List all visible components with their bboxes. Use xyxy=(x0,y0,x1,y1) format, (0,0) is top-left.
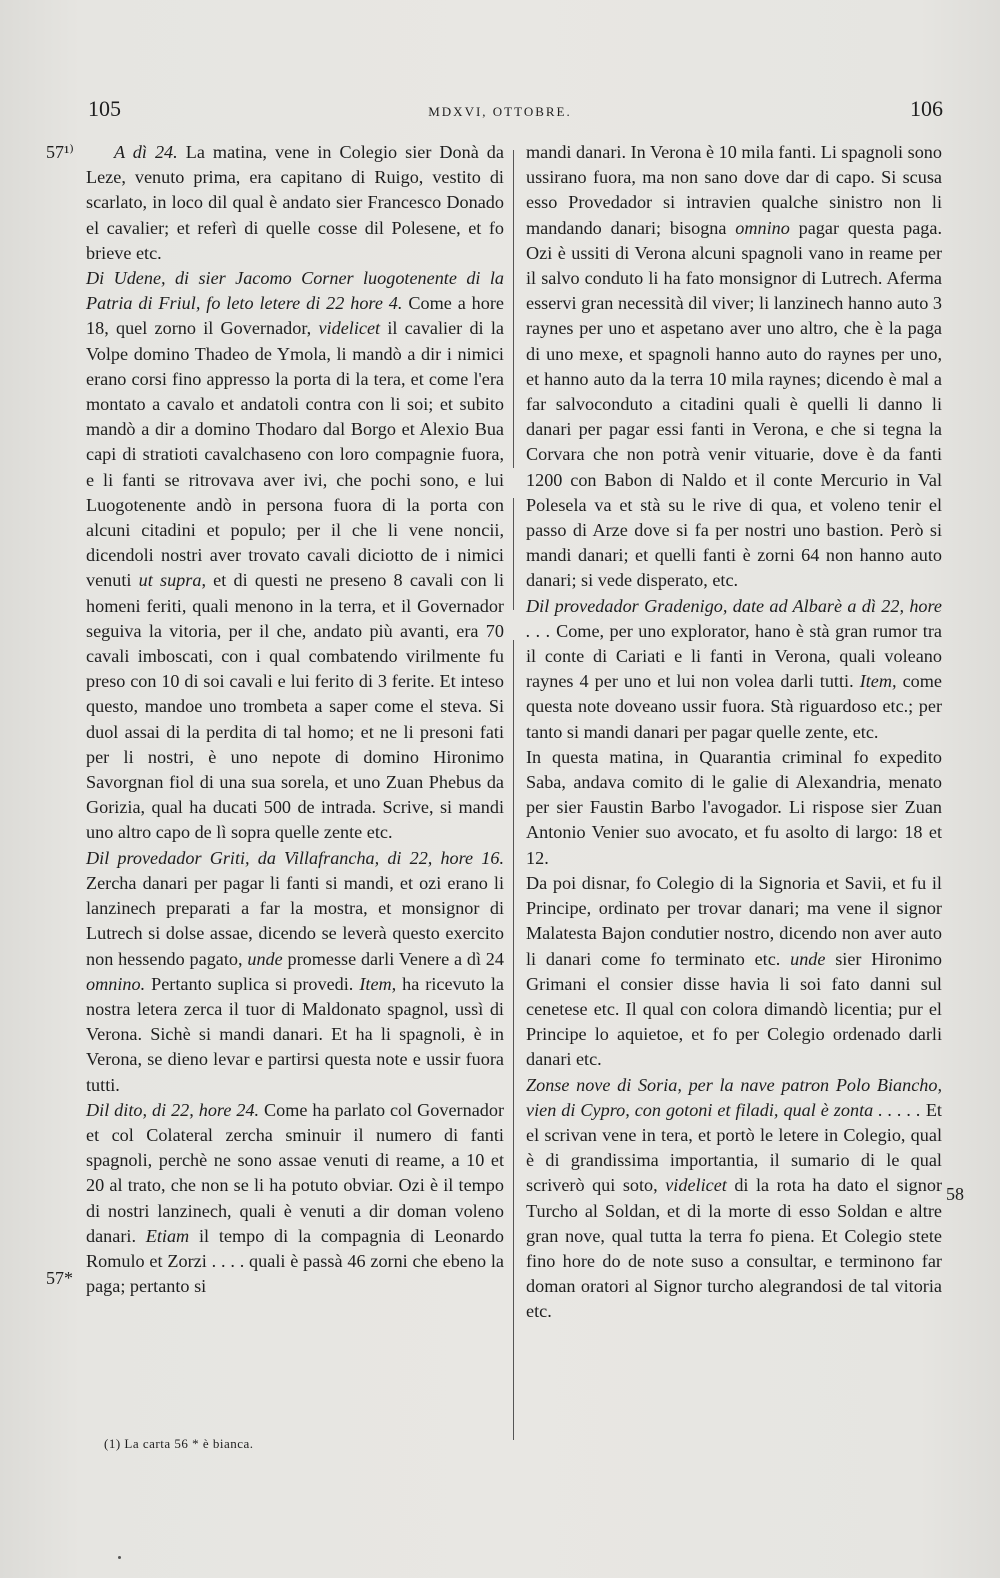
footnote: (1) La carta 56 * è bianca. xyxy=(104,1436,254,1451)
margin-note-folio-57-verso: 57* xyxy=(46,1268,73,1288)
entry-heading: Dil provedador Griti, da Villafrancha, di 22, hore 16. xyxy=(86,847,504,868)
right-page-number: 106 xyxy=(910,96,943,121)
column-divider xyxy=(513,498,514,610)
latin-term: unde xyxy=(790,948,826,969)
paragraph-text: Et el scrivan vene in tera, et portò le letere in Colegio, qual è di grandissima importantia, il sumario di le qual scriverò qui soto, xyxy=(526,1099,942,1196)
column-divider xyxy=(513,150,514,468)
paragraph-text: , et di questi ne preseno 8 cavali con li homeni feriti, quali menono in la terra, et il Governador seguiva la vitoria, per il che, andato più avanti, era 70 cavali imboscati, con i qual combatendo virilmente fu preso con 10 di soi cavali e lui ferito di 3 ferite. Et inteso questo, mandoe uno trombeta a saper come el steva. Si duol assai di la perdita di tal homo; et ne li presoni fati per li nostri, è uno nepote di domino Hironimo Savorgnan fiol di una sua sorela, et uno Zuan Phebus da Gorizia, qual ha ducati 500 de intrada. Scrive, si mandi uno altro capo de lì sopra quelle zente etc. xyxy=(86,570,504,843)
paragraph xyxy=(526,745,942,871)
margin-note-folio-58: 58 xyxy=(946,1184,964,1204)
paragraph-text: ha ricevuto la nostra letera zerca il tuor di Maldonato spagnol, ussì di Verona. Sichè si mandi danari. Et ha li spagnoli, è in Verona, se dieno levar e partirsi questa note e ussir fuora tutti. xyxy=(86,973,504,1095)
paragraph-text: Pertanto suplica si provedi. xyxy=(145,973,360,994)
paragraph-text: Come ha parlato col Governador et col Colateral zercha sminuir il numero di fanti spagnoli, perchè ne sono assae venuti di reame, a 10 et 20 al trato, che non se li ha potuto obviar. Ozi è il tempo di nostri lanzinech, quali è venuti a dir doman voleno danari. xyxy=(86,1099,505,1246)
paragraph-text: La matina, vene in Colegio sier Donà da Leze, venuto prima, era capitano di Ruigo, vestito di scarlato, in loco dil qual è andato sier Francesco Donado el cavalier; et referì di quelle cosse dil Polesene, et fo brieve etc. xyxy=(86,142,504,263)
paragraph-text: sier Hironimo Grimani el consier disse havia li soi fato danni sul cenetese etc. Il qual con colora dimandò licentia; pur el Principe lo aquietoe, et fo per Colegio ordenado darli danari etc. xyxy=(526,948,942,1070)
paragraph-text: il tempo di la compagnia di Leonardo Romulo et Zorzi . . . . quali è passà 46 zorni che ebeno la paga; pertanto si xyxy=(86,1225,504,1297)
latin-term: omnino. xyxy=(86,973,146,994)
left-page-number: 105 xyxy=(88,96,121,121)
latin-term: Item, xyxy=(859,671,897,692)
paragraph-text: pagar questa paga. Ozi è ussiti di Verona alcuni spagnoli vano in reame per il salvo conduto li ha fato monsignor di Lutrech. Aferma esservi gran necessità dil viver; li lanzinech hanno auto 3 raynes per uno et aspetano aver uno altro, che è la paga di uno mexe, et spagnoli hanno auto do raynes per uno, et hanno auto da la terra 10 mila raynes; dicendo è mal a far salvoconduto a citadini quali è quelli li danno li danari per pagar essi fanti in Verona, e che si tegna la Corvara che non potrà venir vituarie, dove è da fanti 1200 con Babon di Naldo et il conte Mercurio in Val Polesela va et stà su le rive di qua, et voleno tenir el passo di Arze dove si fa per nostri uno bastion. Però si mandi danari; et quelli fanti è zorni 64 non hanno auto danari; si vede disperato, etc. xyxy=(526,217,942,591)
paragraph xyxy=(526,594,942,745)
entry-heading: Dil dito, di 22, hore 24. xyxy=(86,1099,260,1120)
paragraph-text: Come a hore 18, quel zorno il Governador, xyxy=(86,293,504,339)
paragraph xyxy=(86,266,504,846)
paragraph xyxy=(526,1073,942,1325)
latin-term: Item, xyxy=(359,973,397,994)
entry-heading: Di Udene, di sier Jacomo Corner luogotenente di la Patria di Friul, fo leto letere di 22 hore 4. xyxy=(86,268,504,314)
paragraph-text: come questa note doveano ussir fuora. Stà riguardoso etc.; per tanto si mandi danari per pagar quelle zente, etc. xyxy=(526,671,942,742)
paragraph xyxy=(86,140,504,266)
latin-term: videlicet xyxy=(318,318,381,339)
paragraph xyxy=(86,1098,504,1300)
latin-term: omnino xyxy=(735,217,790,238)
entry-heading: Dil provedador Gradenigo, date ad Albarè a dì 22, hore . . . xyxy=(526,595,942,641)
column-divider xyxy=(513,640,514,1440)
paragraph-text: Come, per uno explorator, hano è stà gran rumor tra il conte di Cariati e li fanti in Verona, quali voleano raynes 4 per uno et lui non volea darli tutti. xyxy=(526,620,942,692)
paragraph-text: promesse darli Venere a dì 24 xyxy=(282,948,504,969)
latin-term: Etiam xyxy=(145,1225,190,1246)
right-column xyxy=(526,140,942,1325)
left-column xyxy=(86,140,504,1299)
latin-term: unde xyxy=(247,948,283,969)
running-title: MDXVI, OTTOBRE. xyxy=(428,104,572,119)
paragraph xyxy=(526,871,942,1073)
entry-heading: A dì 24. xyxy=(114,142,178,162)
paragraph-text: Da poi disnar, fo Colegio di la Signoria et Savii, et fu il Principe, ordinato per trovar danari; ma vene il signor Malatesta Bajon condutier nostro, dicendo non aver auto li danari come fo terminato etc. xyxy=(526,872,942,969)
paragraph-text: di la rota ha dato el signor Turcho al Soldan, et di la morte di esso Soldan e altre gran nove, qual tutta la terra fo piena. Et Colegio stete fino hore do de note suso a consultar, e terminono far doman oratori al Signor turcho alegrandosi de tal vitoria etc. xyxy=(526,1175,943,1322)
paragraph-text: mandi danari. In Verona è 10 mila fanti. Li spagnoli sono ussirano fuora, ma non sano dove dar di capo. Si scusa esso Provedador si intravien qualche sinistro non li mandando danari; bisogna xyxy=(526,142,942,238)
paragraph-text: il cavalier di la Volpe domino Thadeo de Ymola, li mandò a dir i nimici erano corsi fino appresso la porta di la tera, et come l'era montato a cavalo et andatoli contra con li soi; et subito mandò a dir a domino Thodaro dal Borgo et Alexio Bua capi di stratioti cavalchaseno con loro compagnie fuora, e li fanti se ritrovava aver ivi, che pochi sono, e lui Luogotenente andò in persona fuora di la porta con alcuni citadini et populo; per il che li vene noncii, dicendoli nostri aver trovato cavali diciotto de i nimici venuti xyxy=(86,318,504,591)
paragraph-text: In questa matina, in Quarantia criminal fo expedito Saba, andava comito di le galie di Alexandria, menato per sier Faustin Barbo l'avogador. Li rispose sier Zuan Antonio Venier suo avocato, et fu asolto di largo: 18 et 12. xyxy=(526,746,942,868)
paragraph xyxy=(86,846,504,1098)
entry-heading: Zonse nove di Soria, per la nave patron Polo Biancho, vien di Cypro, con gotoni et filadi, qual è zonta . . . . . xyxy=(526,1074,942,1120)
paragraph-text: Zercha danari per pagar li fanti si mandi, et ozi erano li lanzinech preparati a far la mostra, et monsignor di Lutrech si dolse assae, dicendo se leverà questo exercito non hessendo pagato, xyxy=(86,872,504,969)
margin-note-folio-57: 57¹⁾ xyxy=(46,142,74,162)
latin-term: videlicet xyxy=(665,1175,727,1196)
print-speck xyxy=(118,1556,121,1559)
latin-term: ut supra xyxy=(138,570,202,591)
paragraph xyxy=(526,140,942,594)
